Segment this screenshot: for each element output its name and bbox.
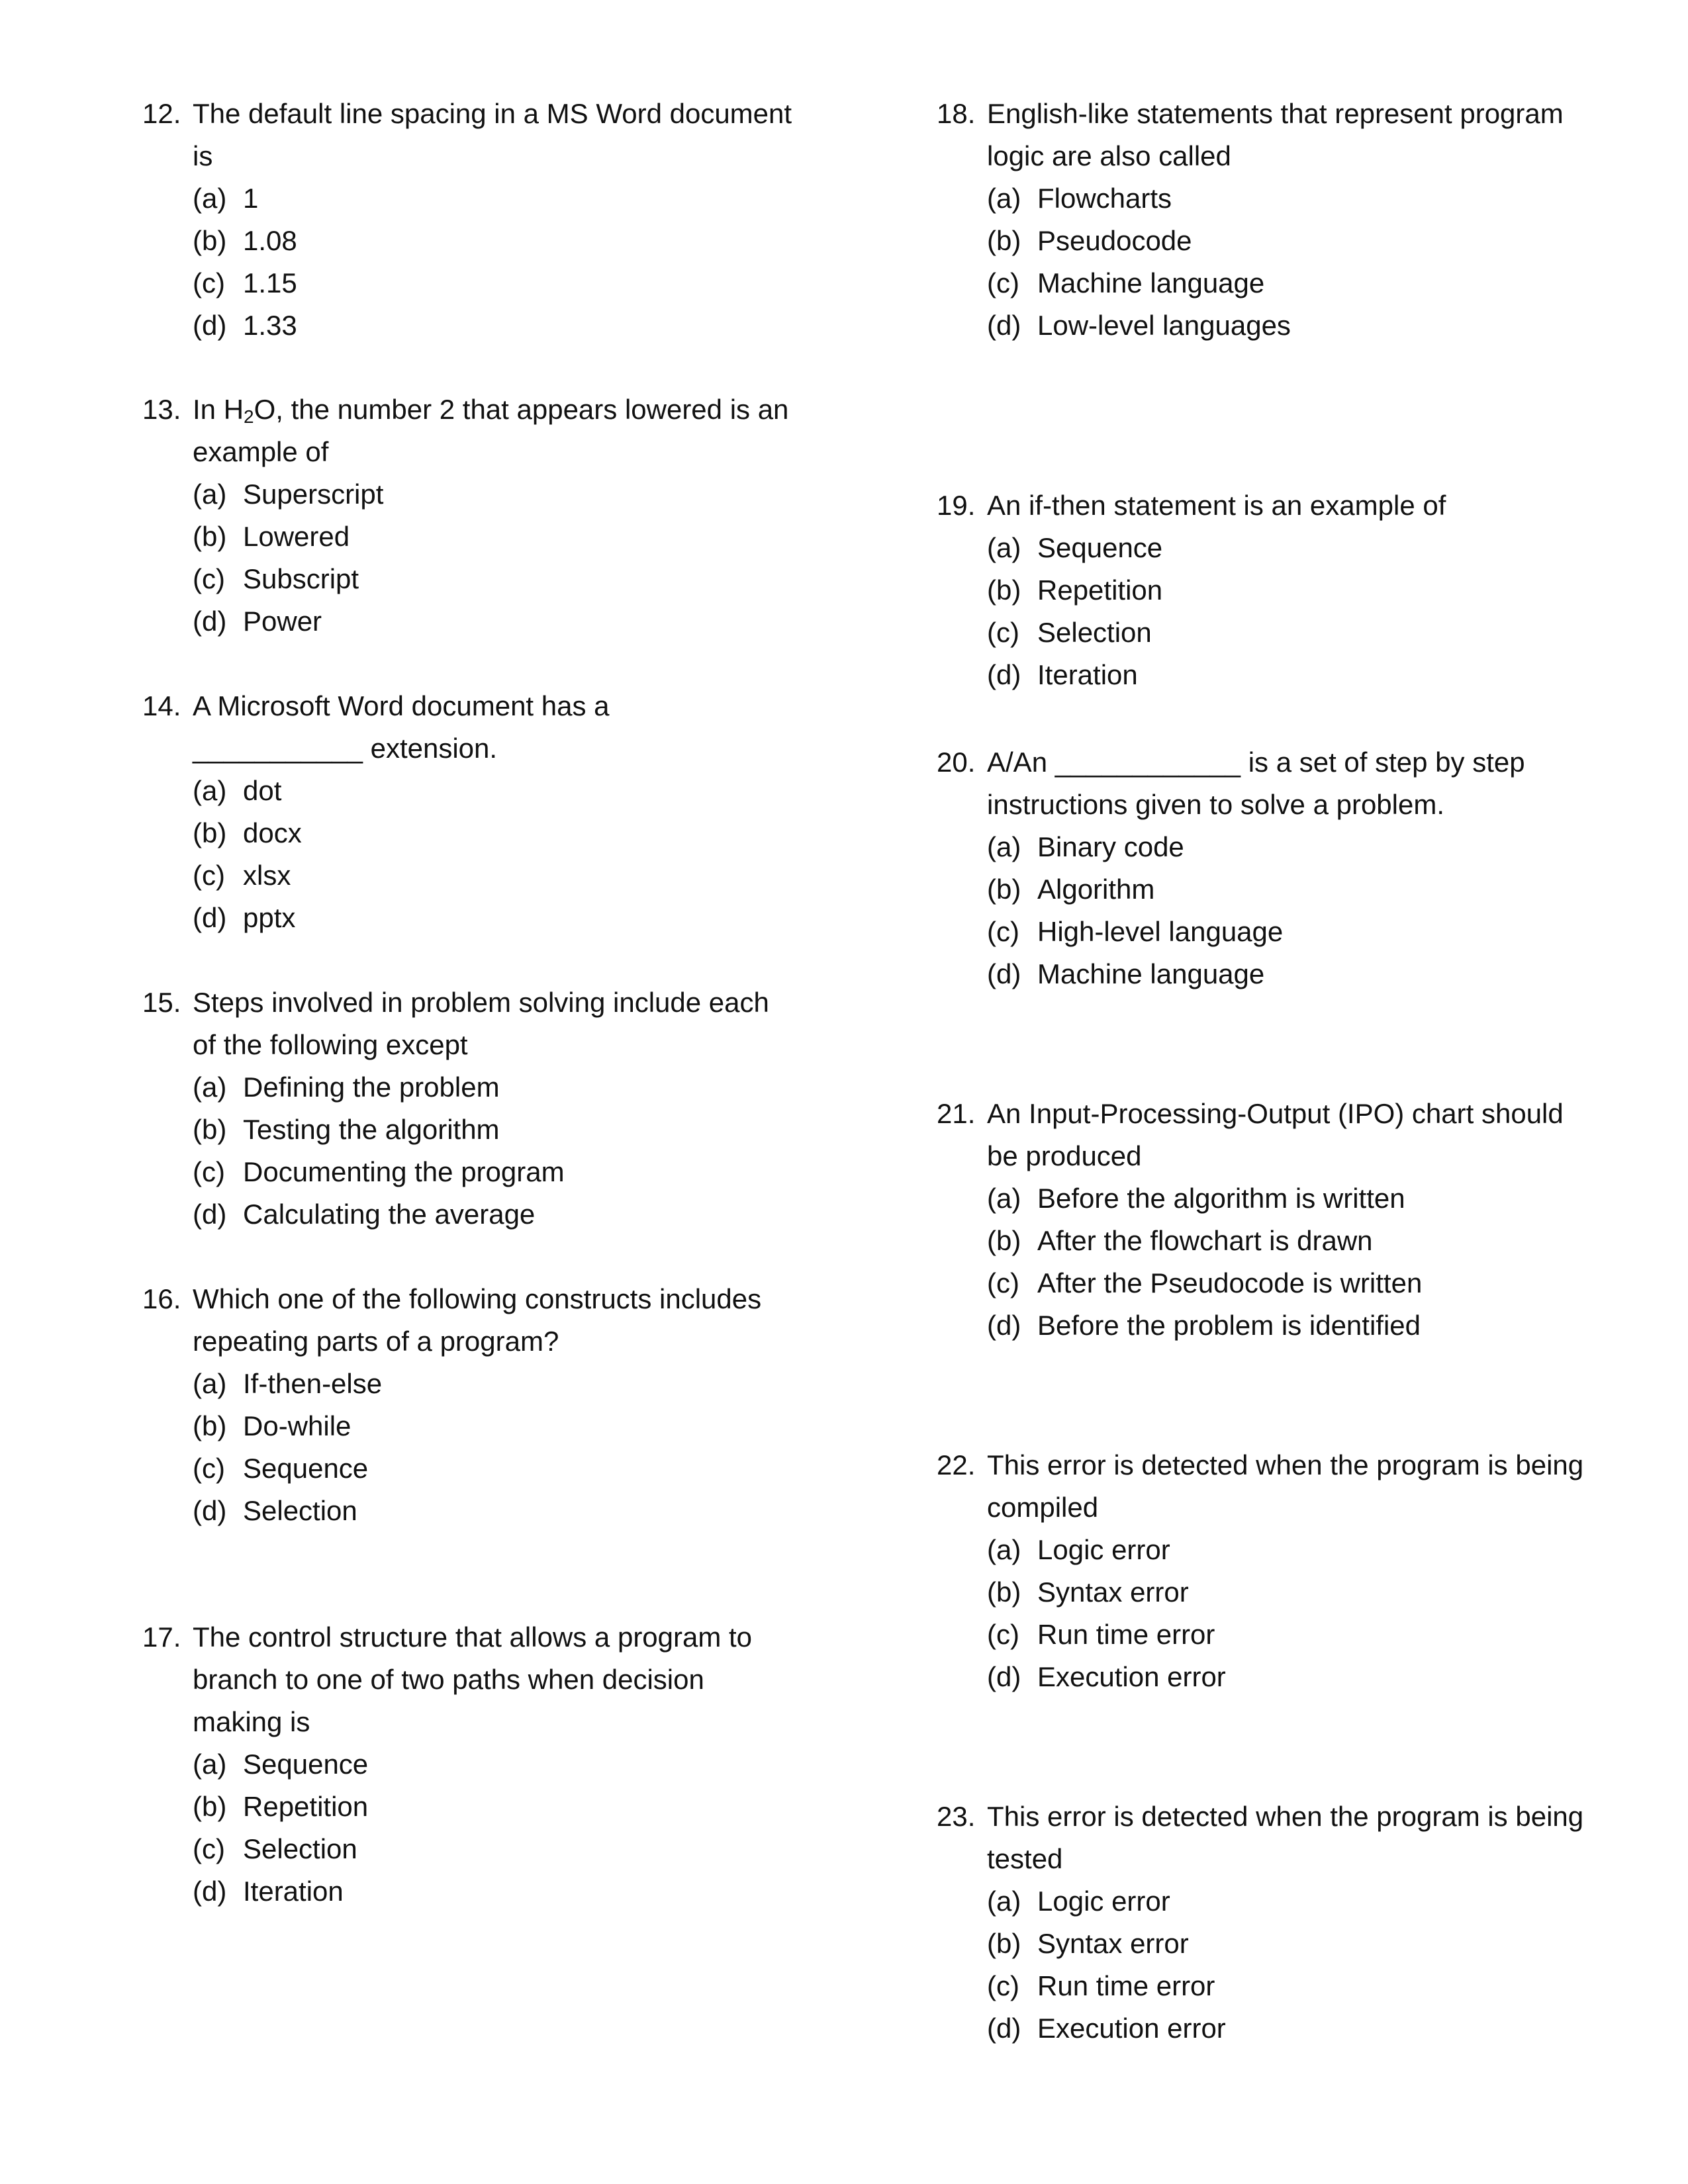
question-text: An if-then statement is an example of [987,490,1446,521]
question-text: be produced [987,1140,1142,1171]
question-text: This error is detected when the program is being [987,1449,1584,1480]
option-text: Flowcharts [1037,183,1172,214]
option-text: Selection [243,1495,357,1526]
question-text: Which one of the following constructs includes [193,1283,762,1314]
question-text: repeating parts of a program? [193,1326,559,1357]
option-letter: (a) [193,1368,227,1399]
option-letter: (a) [193,183,227,214]
question-text-with-blank: A/An ____________ is a set of step by step [987,747,1525,778]
option-b [142,1109,804,1151]
option-a [142,1066,804,1109]
option-letter: (a) [987,532,1021,563]
option-c [937,262,1599,304]
question-text: instructions given to solve a problem. [987,789,1445,820]
option-text: Do-while [243,1410,352,1441]
option-letter: (c) [987,617,1019,648]
question-19 [937,484,1599,696]
option-text: Testing the algorithm [243,1114,500,1145]
option-text: Execution error [1037,1661,1226,1692]
option-letter: (c) [193,1833,225,1864]
option-c [937,1262,1599,1304]
option-letter: (b) [193,1114,227,1145]
option-d [937,304,1599,347]
option-text: 1.08 [243,225,297,256]
option-d [937,654,1599,696]
option-d [937,1304,1599,1347]
option-text: If-then-else [243,1368,383,1399]
question-16 [142,1278,804,1532]
option-text: Before the problem is identified [1037,1310,1421,1341]
option-letter: (c) [987,916,1019,947]
option-letter: (a) [987,1886,1021,1917]
question-22 [937,1444,1599,1698]
option-text: Machine language [1037,267,1265,298]
option-c [937,911,1599,953]
option-text: xlsx [243,860,291,891]
option-d [142,1193,804,1236]
option-c [142,1828,804,1870]
question-text: branch to one of two paths when decision [193,1664,704,1695]
option-letter: (a) [987,183,1021,214]
question-12 [142,93,804,347]
question-number: 12. [142,98,181,129]
option-text: Repetition [1037,574,1163,606]
option-text: Syntax error [1037,1928,1189,1959]
option-text: Iteration [243,1876,344,1907]
question-21 [937,1093,1599,1347]
question-text-with-blank: ___________ extension. [193,733,498,764]
option-d [142,304,804,347]
question-number: 21. [937,1098,976,1129]
option-text: docx [243,817,302,848]
option-a [937,1529,1599,1571]
question-17 [142,1616,804,1913]
option-c [937,612,1599,654]
option-text: After the flowchart is drawn [1037,1225,1373,1256]
option-text: Defining the problem [243,1071,500,1103]
option-letter: (b) [193,817,227,848]
option-letter: (a) [987,1534,1021,1565]
option-c [937,1965,1599,2007]
option-d [142,1870,804,1913]
option-letter: (d) [987,659,1021,690]
option-text: Selection [243,1833,357,1864]
option-letter: (d) [193,1199,227,1230]
question-number: 19. [937,490,976,521]
question-number: 14. [142,690,181,721]
option-a [142,177,804,220]
option-text: Subscript [243,563,359,594]
option-text: High-level language [1037,916,1284,947]
subscript-digit: 2 [244,406,254,427]
question-text: An Input-Processing-Output (IPO) chart should [987,1098,1564,1129]
question-number: 18. [937,98,976,129]
option-text: Lowered [243,521,350,552]
option-text: dot [243,775,282,806]
option-letter: (d) [193,1876,227,1907]
option-letter: (c) [193,563,225,594]
option-letter: (c) [987,267,1019,298]
question-text: The default line spacing in a MS Word document [193,98,792,129]
option-c [142,558,804,600]
question-text: Steps involved in problem solving include each [193,987,769,1018]
option-letter: (b) [987,225,1021,256]
question-text: A Microsoft Word document has a [193,690,610,721]
option-text: 1.33 [243,310,297,341]
option-text: Execution error [1037,2013,1226,2044]
question-number: 22. [937,1449,976,1480]
option-b [937,569,1599,612]
option-letter: (c) [987,1970,1019,2001]
option-a [937,527,1599,569]
option-c [937,1614,1599,1656]
option-text: Run time error [1037,1970,1215,2001]
option-text: Algorithm [1037,874,1155,905]
option-letter: (d) [193,902,227,933]
option-a [937,1880,1599,1923]
question-text: tested [987,1843,1063,1874]
option-d [142,1490,804,1532]
question-number: 17. [142,1621,181,1653]
option-text: Logic error [1037,1886,1170,1917]
option-d [142,600,804,643]
option-letter: (b) [193,225,227,256]
question-number: 23. [937,1801,976,1832]
question-number: 16. [142,1283,181,1314]
option-text: Machine language [1037,958,1265,989]
option-b [142,220,804,262]
option-letter: (b) [987,1928,1021,1959]
option-a [142,1363,804,1405]
option-letter: (d) [987,2013,1021,2044]
option-b [937,1220,1599,1262]
option-b [142,1786,804,1828]
option-letter: (d) [193,1495,227,1526]
option-text: Selection [1037,617,1152,648]
option-text: Repetition [243,1791,369,1822]
question-13 [142,388,804,643]
option-letter: (d) [987,1310,1021,1341]
option-letter: (d) [987,310,1021,341]
option-a [142,473,804,516]
question-text [193,388,788,431]
option-text: Binary code [1037,831,1184,862]
option-d [937,1656,1599,1698]
option-c [142,1151,804,1193]
option-text: Iteration [1037,659,1138,690]
question-23 [937,1796,1599,2050]
option-letter: (d) [987,958,1021,989]
option-letter: (b) [987,1225,1021,1256]
option-letter: (c) [987,1619,1019,1650]
option-letter: (b) [987,1576,1021,1608]
option-text: pptx [243,902,296,933]
option-letter: (c) [987,1267,1019,1298]
question-20 [937,741,1599,995]
option-text: After the Pseudocode is written [1037,1267,1423,1298]
question-text: example of [193,436,329,467]
question-text: is [193,140,213,171]
option-letter: (b) [193,1791,227,1822]
option-a [937,177,1599,220]
option-letter: (b) [987,574,1021,606]
option-b [142,1405,804,1447]
option-text: Calculating the average [243,1199,536,1230]
option-letter: (a) [193,1071,227,1103]
question-text: English-like statements that represent program [987,98,1564,129]
option-b [142,516,804,558]
question-text: of the following except [193,1029,468,1060]
option-b [937,1923,1599,1965]
option-letter: (a) [193,478,227,510]
option-text: Pseudocode [1037,225,1192,256]
question-text: making is [193,1706,310,1737]
option-b [937,868,1599,911]
option-text: 1.15 [243,267,297,298]
question-number: 15. [142,987,181,1018]
option-text: 1 [243,183,259,214]
option-letter: (d) [193,606,227,637]
option-letter: (c) [193,1156,225,1187]
option-text: Power [243,606,322,637]
option-letter: (d) [193,310,227,341]
option-letter: (d) [987,1661,1021,1692]
option-letter: (c) [193,860,225,891]
option-letter: (a) [193,775,227,806]
option-a [142,770,804,812]
question-number: 13. [142,394,181,425]
option-letter: (a) [987,831,1021,862]
option-letter: (b) [193,1410,227,1441]
option-text: Sequence [1037,532,1163,563]
option-letter: (a) [193,1749,227,1780]
option-c [142,1447,804,1490]
option-text: Run time error [1037,1619,1215,1650]
option-text: Logic error [1037,1534,1170,1565]
question-text: This error is detected when the program is being [987,1801,1584,1832]
option-letter: (a) [987,1183,1021,1214]
option-d [937,953,1599,995]
option-b [937,1571,1599,1614]
question-14 [142,685,804,939]
question-18 [937,93,1599,347]
option-text: Superscript [243,478,384,510]
option-a [142,1743,804,1786]
question-15 [142,981,804,1236]
option-text: Documenting the program [243,1156,565,1187]
option-c [142,262,804,304]
option-c [142,854,804,897]
option-letter: (b) [987,874,1021,905]
option-d [937,2007,1599,2050]
option-b [142,812,804,854]
option-letter: (b) [193,521,227,552]
option-text: Low-level languages [1037,310,1291,341]
option-text: Syntax error [1037,1576,1189,1608]
question-text-pre: In H [193,394,244,425]
option-letter: (c) [193,1453,225,1484]
option-a [937,826,1599,868]
option-text: Sequence [243,1749,369,1780]
option-b [937,220,1599,262]
option-text: Sequence [243,1453,369,1484]
question-text: The control structure that allows a program to [193,1621,753,1653]
option-letter: (c) [193,267,225,298]
question-number: 20. [937,747,976,778]
question-text: compiled [987,1492,1099,1523]
option-a [937,1177,1599,1220]
question-text: logic are also called [987,140,1231,171]
question-text-post: O, the number 2 that appears lowered is an [254,394,789,425]
option-text: Before the algorithm is written [1037,1183,1405,1214]
option-d [142,897,804,939]
